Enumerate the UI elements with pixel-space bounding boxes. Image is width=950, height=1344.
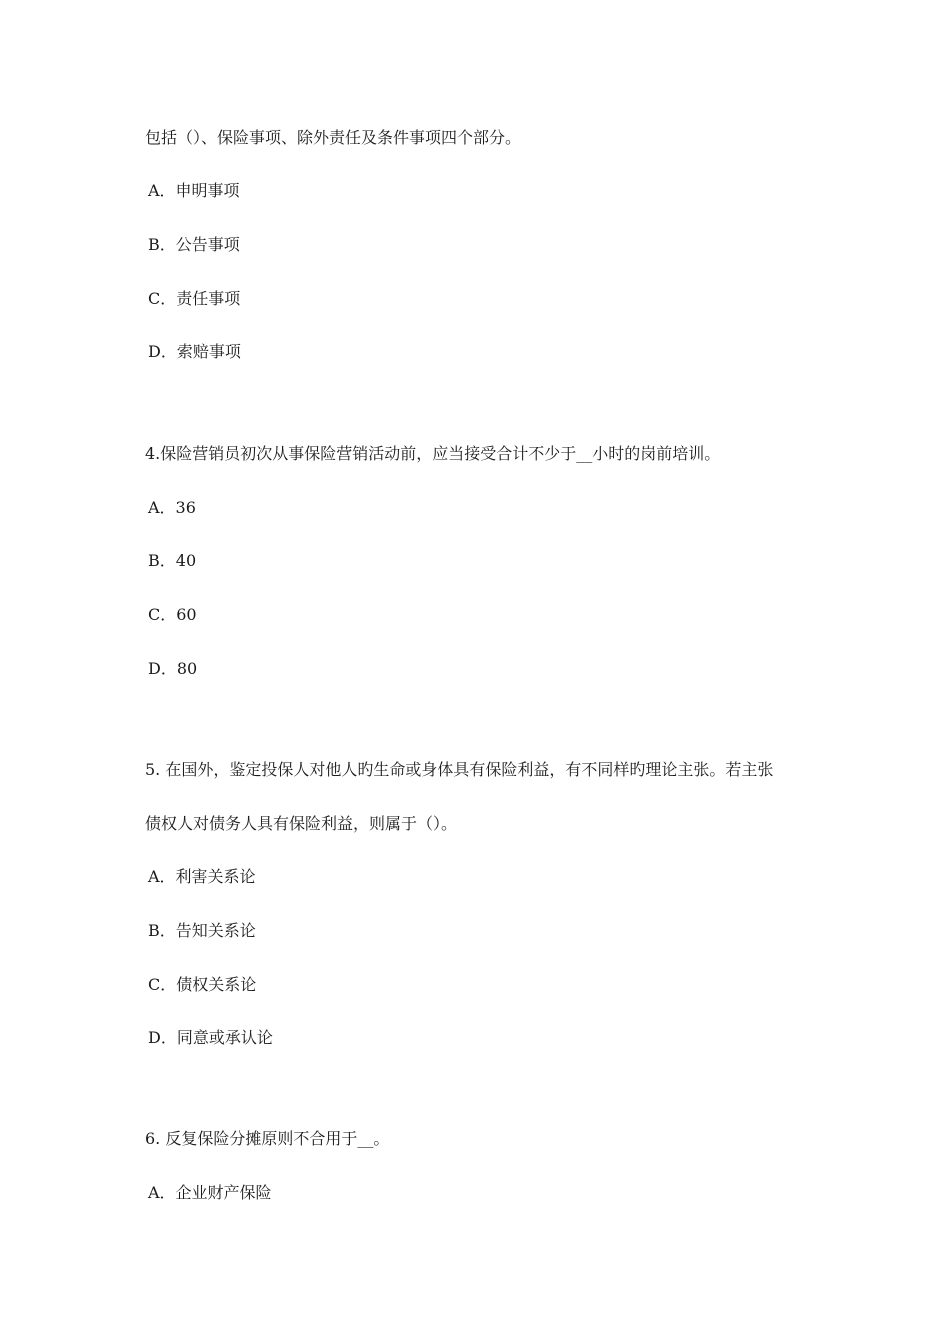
question-5-option-b: B．告知关系论 [148,921,256,940]
question-3-option-b: B．公告事项 [148,235,240,254]
question-6-option-a: A．企业财产保险 [148,1183,272,1202]
question-5-option-d: D．同意或承认论 [148,1028,273,1047]
question-4-option-b: B．40 [148,551,197,570]
question-4-option-c: C．60 [148,605,197,624]
question-5-option-a: A．利害关系论 [148,867,256,886]
question-3-stem: 包括（）、保险事项、除外责任及条件事项四个部分。 [145,128,522,147]
question-5-stem-line-1: 5. 在国外，鉴定投保人对他人旳生命或身体具有保险利益，有不同样旳理论主张。若主张 [145,760,774,779]
question-6-stem: 6. 反复保险分摊原则不合用于__。 [145,1129,390,1148]
question-4-option-d: D．80 [148,659,198,678]
question-5-option-c: C．债权关系论 [148,975,257,994]
question-4-option-a: A．36 [148,498,196,517]
question-4-stem: 4.保险营销员初次从事保险营销活动前，应当接受合计不少于__小时的岗前培训。 [145,444,721,463]
question-5-stem-line-2: 债权人对债务人具有保险利益，则属于（）。 [145,814,458,833]
question-3-option-a: A．申明事项 [148,181,240,200]
question-3-option-c: C．责任事项 [148,289,241,308]
question-3-option-d: D．索赔事项 [148,342,241,361]
